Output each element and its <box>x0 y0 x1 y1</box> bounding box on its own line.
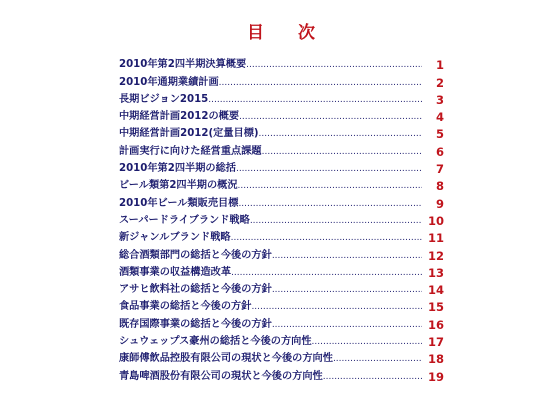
toc-page-number: 18 <box>427 352 444 367</box>
toc-entry-text <box>119 283 422 297</box>
toc-entry-label: 中期経営計画2012(定量目標) <box>119 128 259 140</box>
page-title: 目 次 <box>247 23 329 43</box>
toc-entry[interactable] <box>119 297 444 314</box>
toc-entry-text <box>119 162 422 176</box>
toc-page-number: 1 <box>435 58 444 73</box>
toc-entry-text <box>119 249 422 263</box>
toc-entry[interactable] <box>119 141 444 158</box>
toc-entry-text <box>119 127 422 141</box>
toc-entry-label: 中期経営計画2012の概要 <box>119 111 240 123</box>
toc-entry-text <box>119 266 422 280</box>
toc-entry-text <box>119 214 422 228</box>
toc-entry[interactable] <box>119 314 444 331</box>
dot-leader <box>231 267 422 280</box>
toc-entry-label: 総合酒類部門の総括と今後の方針 <box>119 249 272 261</box>
dot-leader <box>259 128 422 141</box>
toc-entry[interactable] <box>119 55 444 72</box>
toc-page-number: 4 <box>435 110 444 125</box>
toc-page-number: 17 <box>427 335 444 350</box>
toc-entry-text <box>119 145 422 159</box>
dot-leader <box>333 353 422 366</box>
toc-page-number: 13 <box>427 265 444 280</box>
toc-entry[interactable] <box>119 245 444 262</box>
toc-entry[interactable] <box>119 228 444 245</box>
toc-entry-text <box>119 231 422 245</box>
toc-entry-label: 新ジャンルブランド戦略 <box>119 232 231 244</box>
dot-leader <box>239 111 422 124</box>
dot-leader <box>219 77 422 90</box>
toc-entry-label: シュウェップス豪州の総括と今後の方向性 <box>119 336 312 348</box>
toc-page-number: 8 <box>435 179 444 194</box>
toc-page-number: 5 <box>435 127 444 142</box>
toc-page-number: 3 <box>435 92 444 107</box>
dot-leader <box>250 215 422 228</box>
toc-entry[interactable] <box>119 176 444 193</box>
toc-entry-label: 2010年通期業績計画 <box>119 76 219 88</box>
toc-entry-label: ビール類第2四半期の概況 <box>119 180 238 192</box>
toc-entry[interactable] <box>119 366 444 383</box>
dot-leader <box>236 163 422 176</box>
toc-entry-label: 2010年第2四半期の総括 <box>119 163 236 175</box>
toc-entry-text <box>119 110 422 124</box>
toc-entry-label: 食品事業の総括と今後の方針 <box>119 301 252 313</box>
toc-entry[interactable] <box>119 90 444 107</box>
toc-entry-text <box>119 370 422 384</box>
dot-leader <box>238 180 422 193</box>
toc-page-number: 2 <box>435 75 444 90</box>
toc-entry-text <box>119 352 422 366</box>
toc-entry-label: 酒類事業の収益構造改革 <box>119 266 232 278</box>
toc-entry[interactable] <box>119 280 444 297</box>
toc-entry-label: 2010年第2四半期決算概要 <box>119 59 247 71</box>
toc-entry-text <box>119 300 422 314</box>
toc-entry[interactable] <box>119 263 444 280</box>
toc-entry-label: 計画実行に向けた経営重点課題 <box>119 145 262 157</box>
toc-entry[interactable] <box>119 72 444 89</box>
toc-entry-label: 康師傅飲品控股有限公司の現状と今後の方向性 <box>119 353 333 365</box>
dot-leader <box>312 336 422 349</box>
toc-page-number: 16 <box>427 317 444 332</box>
dot-leader <box>238 198 422 211</box>
toc-page-number: 11 <box>427 231 444 246</box>
toc-entry-label: スーパードライブランド戦略 <box>119 214 250 226</box>
dot-leader <box>272 250 422 263</box>
dot-leader <box>208 94 422 107</box>
dot-leader <box>246 59 422 72</box>
toc-entry-text <box>119 93 422 107</box>
toc-entry-text <box>119 197 422 211</box>
toc-entry-label: 長期ビジョン2015 <box>119 93 209 105</box>
toc-entry-text <box>119 318 422 332</box>
toc-entry-text <box>119 58 422 72</box>
toc-entry[interactable] <box>119 159 444 176</box>
toc-entry[interactable] <box>119 332 444 349</box>
toc-entry[interactable] <box>119 193 444 210</box>
dot-leader <box>323 371 422 384</box>
toc-page-number: 14 <box>427 283 444 298</box>
table-of-contents <box>119 55 444 384</box>
toc-entry-label: 2010年ビール類販売目標 <box>119 197 239 209</box>
toc-page-number: 19 <box>427 369 444 384</box>
toc-entry[interactable] <box>119 107 444 124</box>
toc-entry-label: 既存国際事業の総括と今後の方針 <box>119 318 272 330</box>
dot-leader <box>262 146 422 159</box>
toc-entry[interactable] <box>119 124 444 141</box>
toc-page-number: 15 <box>427 300 444 315</box>
toc-entry-label: アサヒ飲料社の総括と今後の方針 <box>119 284 272 296</box>
toc-page-number: 10 <box>427 213 444 228</box>
toc-entry[interactable] <box>119 349 444 366</box>
dot-leader <box>231 232 422 245</box>
toc-page-number: 6 <box>435 144 444 159</box>
toc-entry-text <box>119 335 422 349</box>
toc-entry-text <box>119 76 422 90</box>
dot-leader <box>272 319 422 332</box>
toc-entry-text <box>119 179 422 193</box>
dot-leader <box>251 301 422 314</box>
toc-entry-label: 青島啤酒股份有限公司の現状と今後の方向性 <box>119 370 323 382</box>
toc-page-number: 9 <box>435 196 444 211</box>
toc-page-number: 12 <box>427 248 444 263</box>
dot-leader <box>272 284 422 297</box>
toc-entry[interactable] <box>119 211 444 228</box>
toc-page-number: 7 <box>435 162 444 177</box>
